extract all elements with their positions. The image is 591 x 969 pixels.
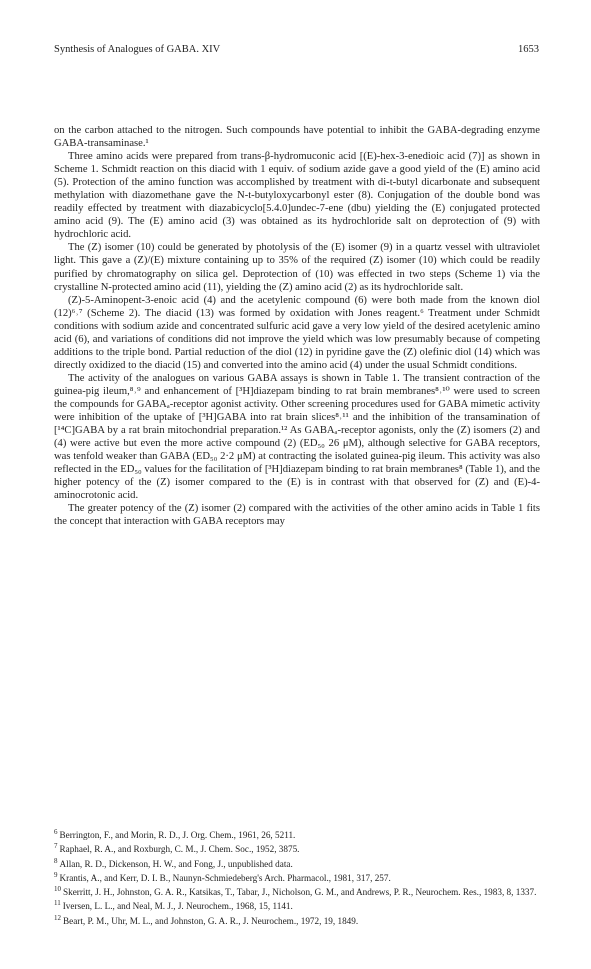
paragraph-z-isomer: The (Z) isomer (10) could be generated by photolysis of the (E) isomer (9) in a quartz vessel with ultraviolet light. This gave a (Z)/(E) mixture containing up to 35% of the required (Z) isomer (10) which could be readily purified by chromatography on silica gel. Deprotection of (10) was effected in two steps (Scheme 1) via the crystalline N-protected amino acid (11), yielding the (Z) amino acid (2) as its hydrochloride salt. xyxy=(54,242,540,293)
paragraph-scheme-1: Three amino acids were prepared from trans-β-hydromuconic acid [(E)-hex-3-enedioic acid (7)] as shown in Scheme 1. Schmidt reaction on this diacid with 1 equiv. of sodium azide gave a good yield of the (E) amino acid (5). Protection of the amino function was accomplished by treatment with di-t-butyl dicarbonate and subsequent methylation with diazomethane gave the N-t-butyloxycarbonyl ester (8). Conjugation of the double bond was readily effected by treatment with diazabicyclo[5.4.0]undec-7-ene (dbu) yielding the (E) conjugated protected amino acid (9). The (E) amino acid (3) was obtained as its hydrochloride salt on deprotection of (9) with hydrochloric acid. xyxy=(54,151,540,241)
footnote-item: $^6$ Berrington, F., and Morin, R. D., J. Org. Chem., 1961, 26, 5211. xyxy=(54,828,296,841)
footnote-item: $^7$ Raphael, R. A., and Roxburgh, C. M., J. Chem. Soc., 1952, 3875. xyxy=(54,842,300,855)
footnote-item: $^8$ Allan, R. D., Dickenson, H. W., and Fong, J., unpublished data. xyxy=(54,856,293,869)
article-body xyxy=(54,124,540,528)
running-title: Synthesis of Analogues of GABA. XIV xyxy=(54,44,221,55)
paragraph-potency: The greater potency of the (Z) isomer (2) compared with the activities of the other amino acids in Table 1 fits the concept that interaction with GABA receptors may xyxy=(54,503,540,528)
footnote-item: $^{11}$ Iversen, L. L., and Neal, M. J., J. Neurochem., 1968, 15, 1141. xyxy=(54,899,293,912)
footnotes xyxy=(54,827,540,927)
footnote-item: $^{10}$ Skerritt, J. H., Johnston, G. A. R., Katsikas, T., Tabar, J., Nicholson, G. M., and Andrews, P. R., Neurochem. Res., 1983, 8, 1337. xyxy=(54,885,537,898)
running-header xyxy=(54,44,539,55)
paragraph-continuation: on the carbon attached to the nitrogen. Such compounds have potential to inhibit the GABA-degrading enzyme GABA-transaminase.¹ xyxy=(54,125,540,150)
paragraph-scheme-2: (Z)-5-Aminopent-3-enoic acid (4) and the acetylenic compound (6) were both made from the known diol (12)⁶˒⁷ (Scheme 2). The diacid (13) was formed by oxidation with Jones reagent.⁶ Treatment under Schmidt conditions with sodium azide and concentrated sulfuric acid gave a very low yield of the desired acetylenic amino acid (6), and variations of conditions did not improve the yield which was low presumably because of competing additions to the triple bond. Partial reduction of the diol (12) in pyridine gave the (Z) olefinic diol (14) which was directly oxidized to the diacid (15) and converted into the amino acid (4) under the usual Schmidt conditions. xyxy=(54,294,540,371)
paragraph-activity: The activity of the analogues on various GABA assays is shown in Table 1. The transient contraction of the guinea-pig ileum,⁸˒⁹ and enhancement of [³H]diazepam binding to rat brain membranes⁸˒¹⁰ were used to screen the compounds for GABAₐ-receptor agonist activity. Other screening procedures used for GABA mimetic activity were inhibition of the uptake of [³H]GABA into rat brain slices⁸˒¹¹ and the inhibition of the transamination of [¹⁴C]GABA by a rat brain mitochondrial preparation.¹² As GABAₐ-receptor agonists, only the (Z) isomers (2) and (4) were active but even the more active compound (2) (ED₅₀ 26 μM), although selective for GABA receptors, was tenfold weaker than GABA (ED₅₀ 2·2 μM) at contracting the isolated guinea-pig ileum. This activity was also reflected in the ED₅₀ values for the facilitation of [³H]diazepam binding to rat brain membranes⁸ (Table 1), and the higher potency of the (Z) isomer compared to the (E) is in contrast with that observed for (Z) and (E)-4-aminocrotonic acid. xyxy=(54,372,540,502)
footnote-item: $^9$ Krantis, A., and Kerr, D. I. B., Naunyn-Schmiedeberg's Arch. Pharmacol., 1981, 317, 257. xyxy=(54,870,391,883)
page-number: 1653 xyxy=(518,44,539,55)
footnote-item: $^{12}$ Beart, P. M., Uhr, M. L., and Johnston, G. A. R., J. Neurochem., 1972, 19, 1849. xyxy=(54,913,359,926)
